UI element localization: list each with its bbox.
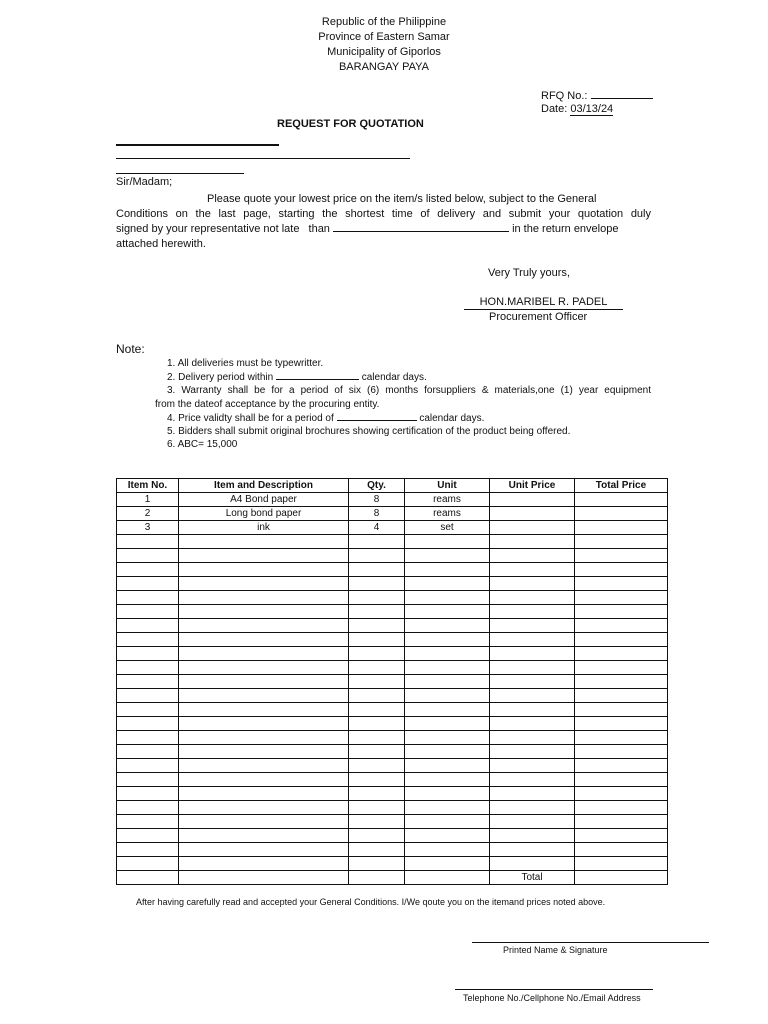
table-row-empty <box>117 815 668 829</box>
body-line-4: attached herewith. <box>116 238 206 250</box>
cell-unit: reams <box>405 507 490 521</box>
cell-item-no <box>117 689 179 703</box>
cell-item-no <box>117 605 179 619</box>
cell-qty <box>349 857 405 871</box>
cell-unit-price <box>490 563 575 577</box>
cell-total-price <box>575 647 668 661</box>
cell-item-no: 3 <box>117 521 179 535</box>
cell-qty <box>349 801 405 815</box>
cell-item-no <box>117 535 179 549</box>
cell-unit <box>405 787 490 801</box>
cell-total-price <box>575 507 668 521</box>
cell-description <box>179 703 349 717</box>
body-line-1: Please quote your lowest price on the item/s listed below, subject to the General <box>207 193 597 205</box>
cell-item-no <box>117 843 179 857</box>
table-row-empty <box>117 605 668 619</box>
table-row-empty <box>117 745 668 759</box>
note-heading: Note: <box>116 342 145 356</box>
items-table <box>116 478 668 885</box>
cell-unit-price <box>490 773 575 787</box>
table-row-empty <box>117 619 668 633</box>
cell-qty <box>349 787 405 801</box>
cell-item-no <box>117 745 179 759</box>
cell-description <box>179 787 349 801</box>
items-table-body <box>117 493 668 885</box>
cell-description <box>179 815 349 829</box>
note-item-6: 6. ABC= 15,000 <box>167 439 238 451</box>
cell-unit-price <box>490 745 575 759</box>
cell-qty <box>349 871 405 885</box>
cell-description: ink <box>179 521 349 535</box>
cell-total-price <box>575 731 668 745</box>
cell-unit <box>405 717 490 731</box>
col-header-qty: Qty. <box>349 479 405 493</box>
cell-item-no: 1 <box>117 493 179 507</box>
cell-description <box>179 689 349 703</box>
rfq-date-value: 03/13/24 <box>570 103 614 115</box>
note-item-4 <box>167 411 651 425</box>
cell-unit <box>405 857 490 871</box>
cell-unit <box>405 843 490 857</box>
note-item-3: 3. Warranty shall be for a period of six (6) months forsuppliers & materials,one (1) year equipment <box>167 385 651 397</box>
salutation: Sir/Madam; <box>116 176 173 188</box>
body-line-3-than: than <box>308 223 330 235</box>
cell-description <box>179 563 349 577</box>
cell-description <box>179 745 349 759</box>
table-row-empty <box>117 549 668 563</box>
cell-item-no: 2 <box>117 507 179 521</box>
cell-unit <box>405 535 490 549</box>
table-row-empty <box>117 759 668 773</box>
cell-total-price <box>575 759 668 773</box>
signature-label: Printed Name & Signature <box>503 945 608 955</box>
header-republic: Republic of the Philippine <box>321 16 447 28</box>
closing-greeting: Very Truly yours, <box>488 267 570 279</box>
cell-item-no <box>117 829 179 843</box>
table-row-empty <box>117 689 668 703</box>
cell-qty <box>349 703 405 717</box>
cell-description <box>179 577 349 591</box>
cell-description <box>179 535 349 549</box>
cell-qty <box>349 815 405 829</box>
cell-item-no <box>117 703 179 717</box>
cell-unit <box>405 773 490 787</box>
cell-description <box>179 801 349 815</box>
cell-qty <box>349 773 405 787</box>
body-line-3 <box>116 222 652 237</box>
cell-item-no <box>117 871 179 885</box>
cell-unit <box>405 633 490 647</box>
cell-description <box>179 731 349 745</box>
cell-unit-price <box>490 815 575 829</box>
cell-unit <box>405 647 490 661</box>
cell-description <box>179 661 349 675</box>
cell-unit-price <box>490 633 575 647</box>
cell-unit-price <box>490 703 575 717</box>
cell-total-price <box>575 619 668 633</box>
table-row-empty <box>117 563 668 577</box>
table-row-empty <box>117 731 668 745</box>
note-item-3-cont: from the dateof acceptance by the procuring entity. <box>155 398 380 410</box>
cell-total-price <box>575 661 668 675</box>
cell-unit-price <box>490 717 575 731</box>
cell-item-no <box>117 591 179 605</box>
cell-unit-price <box>490 647 575 661</box>
col-header-unit-price: Unit Price <box>490 479 575 493</box>
cell-description <box>179 829 349 843</box>
cell-qty <box>349 633 405 647</box>
cell-item-no <box>117 731 179 745</box>
body-line-3-end: in the return envelope <box>512 223 619 235</box>
rfq-date-label: Date: <box>541 103 568 115</box>
table-row <box>117 521 668 535</box>
cell-unit-price <box>490 843 575 857</box>
cell-unit <box>405 675 490 689</box>
cell-unit <box>405 801 490 815</box>
cell-unit-price <box>490 549 575 563</box>
cell-item-no <box>117 857 179 871</box>
cell-unit-price <box>490 689 575 703</box>
table-row-empty <box>117 843 668 857</box>
addressee-name-line <box>116 144 279 146</box>
cell-unit <box>405 731 490 745</box>
col-header-unit: Unit <box>405 479 490 493</box>
cell-qty <box>349 591 405 605</box>
cell-description: Long bond paper <box>179 507 349 521</box>
cell-unit <box>405 871 490 885</box>
cell-unit-price <box>490 591 575 605</box>
cell-qty <box>349 577 405 591</box>
body-line-2: Conditions on the last page, starting the shortest time of delivery and submit your quotation duly <box>116 208 651 220</box>
cell-description <box>179 871 349 885</box>
cell-total-price <box>575 689 668 703</box>
cell-total-price <box>575 549 668 563</box>
cell-unit-price <box>490 759 575 773</box>
table-row-empty <box>117 717 668 731</box>
table-row-empty <box>117 829 668 843</box>
cell-item-no <box>117 815 179 829</box>
rfq-number-blank <box>591 89 653 99</box>
cell-qty <box>349 717 405 731</box>
table-row <box>117 507 668 521</box>
cell-total-price <box>575 773 668 787</box>
cell-description <box>179 591 349 605</box>
rfq-number-label: RFQ No.: <box>541 90 588 102</box>
cell-total-price <box>575 717 668 731</box>
cell-qty <box>349 535 405 549</box>
cell-description <box>179 619 349 633</box>
note-item-2-text: 2. Delivery period within <box>167 372 274 384</box>
cell-description <box>179 647 349 661</box>
header-municipality: Municipality of Giporlos <box>327 46 441 58</box>
cell-qty <box>349 731 405 745</box>
table-row <box>117 493 668 507</box>
cell-item-no <box>117 661 179 675</box>
cell-qty <box>349 619 405 633</box>
cell-unit: set <box>405 521 490 535</box>
table-row-empty <box>117 801 668 815</box>
notes-list <box>155 357 651 451</box>
cell-qty <box>349 563 405 577</box>
table-row-empty <box>117 591 668 605</box>
cell-total-price <box>575 787 668 801</box>
cell-description <box>179 675 349 689</box>
cell-unit-price <box>490 731 575 745</box>
cell-item-no <box>117 759 179 773</box>
cell-total-price <box>575 535 668 549</box>
table-row-empty <box>117 675 668 689</box>
note-item-4-end: calendar days. <box>419 412 485 424</box>
cell-unit <box>405 745 490 759</box>
contact-label: Telephone No./Cellphone No./Email Address <box>463 993 641 1003</box>
cell-item-no <box>117 717 179 731</box>
cell-unit <box>405 703 490 717</box>
signature-line <box>472 942 709 943</box>
cell-total-price <box>575 843 668 857</box>
cell-qty <box>349 829 405 843</box>
cell-unit <box>405 689 490 703</box>
deadline-blank <box>333 222 509 232</box>
table-header-row <box>117 479 668 493</box>
cell-unit <box>405 577 490 591</box>
cell-total-price <box>575 703 668 717</box>
cell-description <box>179 605 349 619</box>
col-header-item-no: Item No. <box>117 479 179 493</box>
delivery-days-blank <box>276 370 359 380</box>
cell-total-price <box>575 521 668 535</box>
cell-qty <box>349 745 405 759</box>
cell-qty <box>349 689 405 703</box>
cell-unit-price <box>490 521 575 535</box>
cell-unit-price <box>490 801 575 815</box>
cell-qty: 8 <box>349 507 405 521</box>
cell-unit <box>405 549 490 563</box>
cell-total-price <box>575 815 668 829</box>
table-row-empty <box>117 633 668 647</box>
cell-unit <box>405 605 490 619</box>
table-row-empty <box>117 773 668 787</box>
cell-total-price <box>575 493 668 507</box>
cell-total-price <box>575 871 668 885</box>
cell-unit-price <box>490 857 575 871</box>
contact-line <box>455 989 653 990</box>
cell-unit-price <box>490 605 575 619</box>
validity-days-blank <box>337 411 417 421</box>
cell-total-price <box>575 563 668 577</box>
note-item-4-text: 4. Price validty shall be for a period of <box>167 412 334 424</box>
cell-qty <box>349 661 405 675</box>
cell-description <box>179 773 349 787</box>
cell-unit-price <box>490 577 575 591</box>
rfq-date <box>541 103 613 116</box>
table-row-empty <box>117 647 668 661</box>
cell-unit: reams <box>405 493 490 507</box>
cell-qty: 8 <box>349 493 405 507</box>
cell-unit-price <box>490 493 575 507</box>
cell-total-price <box>575 577 668 591</box>
table-row-empty <box>117 703 668 717</box>
table-total-row <box>117 871 668 885</box>
table-row-empty <box>117 857 668 871</box>
cell-unit <box>405 563 490 577</box>
cell-item-no <box>117 773 179 787</box>
acceptance-statement: After having carefully read and accepted your General Conditions. I/We qoute you on the itemand prices noted above. <box>136 897 606 907</box>
table-row-empty <box>117 535 668 549</box>
table-row-empty <box>117 787 668 801</box>
cell-unit <box>405 815 490 829</box>
cell-qty <box>349 675 405 689</box>
cell-qty <box>349 759 405 773</box>
cell-total-price <box>575 675 668 689</box>
header-province: Province of Eastern Samar <box>318 31 450 43</box>
cell-unit <box>405 661 490 675</box>
addressee-address-line <box>116 173 244 174</box>
cell-item-no <box>117 619 179 633</box>
cell-qty <box>349 605 405 619</box>
cell-unit-price <box>490 675 575 689</box>
cell-unit <box>405 759 490 773</box>
cell-total-price <box>575 829 668 843</box>
addressee-company-line <box>116 158 410 159</box>
cell-total-price <box>575 801 668 815</box>
cell-unit-price <box>490 619 575 633</box>
rfq-number <box>541 89 653 102</box>
cell-item-no <box>117 577 179 591</box>
header-barangay: BARANGAY PAYA <box>338 61 430 73</box>
note-item-5: 5. Bidders shall submit original brochures showing certification of the product being offered. <box>167 426 571 438</box>
cell-unit-price <box>490 829 575 843</box>
note-item-2-end: calendar days. <box>361 372 427 384</box>
cell-qty <box>349 549 405 563</box>
cell-item-no <box>117 801 179 815</box>
col-header-total-price: Total Price <box>575 479 668 493</box>
cell-unit <box>405 619 490 633</box>
cell-unit-price <box>490 535 575 549</box>
cell-total-price <box>575 633 668 647</box>
cell-item-no <box>117 647 179 661</box>
cell-description <box>179 633 349 647</box>
cell-unit <box>405 591 490 605</box>
cell-description <box>179 857 349 871</box>
table-row-empty <box>117 577 668 591</box>
cell-description <box>179 717 349 731</box>
cell-description: A4 Bond paper <box>179 493 349 507</box>
col-header-description: Item and Description <box>179 479 349 493</box>
cell-item-no <box>117 633 179 647</box>
cell-qty <box>349 647 405 661</box>
cell-unit-price <box>490 787 575 801</box>
cell-description <box>179 759 349 773</box>
cell-description <box>179 843 349 857</box>
body-line-3-text: signed by your representative not late <box>116 223 300 235</box>
page-title: REQUEST FOR QUOTATION <box>277 118 424 130</box>
table-row-empty <box>117 661 668 675</box>
signatory-name: HON.MARIBEL R. PADEL <box>464 296 623 310</box>
cell-total-price <box>575 745 668 759</box>
cell-item-no <box>117 549 179 563</box>
cell-item-no <box>117 675 179 689</box>
signatory-position: Procurement Officer <box>489 311 588 323</box>
cell-description <box>179 549 349 563</box>
cell-item-no <box>117 787 179 801</box>
cell-item-no <box>117 563 179 577</box>
total-label: Total <box>490 871 575 885</box>
cell-unit-price <box>490 661 575 675</box>
cell-unit-price <box>490 507 575 521</box>
cell-total-price <box>575 605 668 619</box>
cell-qty <box>349 843 405 857</box>
cell-qty: 4 <box>349 521 405 535</box>
cell-total-price <box>575 857 668 871</box>
cell-total-price <box>575 591 668 605</box>
note-item-1: 1. All deliveries must be typewritter. <box>167 358 324 369</box>
cell-unit <box>405 829 490 843</box>
note-item-2 <box>167 370 651 384</box>
